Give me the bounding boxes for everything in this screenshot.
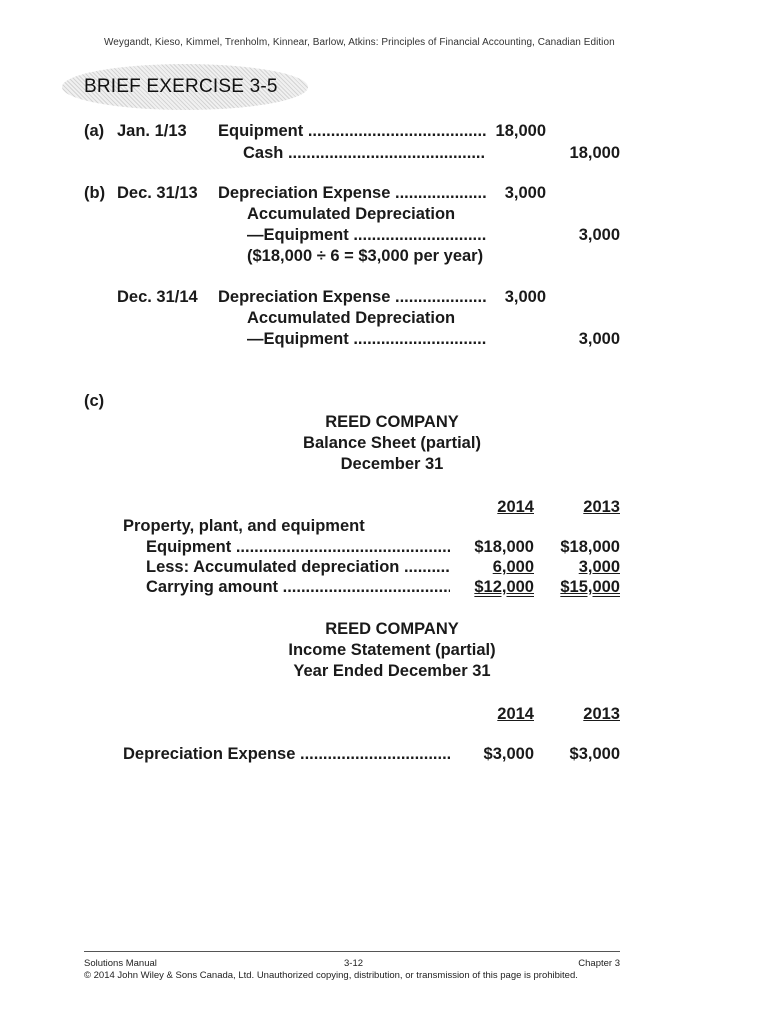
is-statement: Income Statement (partial) bbox=[288, 641, 496, 659]
bs-row-accum-dep-2014: 6,000 bbox=[492, 558, 534, 576]
bs-row-equipment-2013: $18,000 bbox=[560, 538, 620, 556]
bs-company: REED COMPANY bbox=[325, 413, 459, 431]
is-row-dep-expense-2013: $3,000 bbox=[569, 745, 620, 763]
part-b-entry1-credit-account-line1: Accumulated Depreciation bbox=[247, 205, 456, 223]
part-b-entry2-debit-account: Depreciation Expense ..... bbox=[218, 287, 486, 307]
bs-row-carrying-2013: $15,000 bbox=[560, 578, 620, 596]
bs-section-label: Property, plant, and equipment bbox=[123, 517, 365, 535]
part-b-entry2-credit-account-line1: Accumulated Depreciation bbox=[247, 309, 456, 327]
bs-date: December 31 bbox=[340, 455, 444, 473]
is-row-dep-expense-2014: $3,000 bbox=[483, 745, 534, 763]
bs-row-equipment-2014: $18,000 bbox=[474, 538, 534, 556]
part-a-date: Jan. 1/13 bbox=[117, 122, 187, 140]
part-b-entry1-note: ($18,000 ÷ 6 = $3,000 per year) bbox=[247, 247, 484, 265]
is-company: REED COMPANY bbox=[325, 620, 459, 638]
bs-row-carrying-2014: $12,000 bbox=[474, 578, 534, 596]
part-b-entry1-debit-amount: 3,000 bbox=[504, 184, 546, 202]
part-b-entry1-date: Dec. 31/13 bbox=[117, 184, 198, 202]
part-b-entry1-credit-account-line2: —Equipment ..... bbox=[247, 225, 486, 245]
page-title: BRIEF EXERCISE 3-5 bbox=[84, 76, 278, 97]
part-a-credit-amount: 18,000 bbox=[569, 144, 620, 162]
part-b-label: (b) bbox=[84, 184, 106, 202]
part-b-entry1-debit-account: Depreciation Expense ..... bbox=[218, 183, 486, 203]
bs-row-accum-dep-2013: 3,000 bbox=[578, 558, 620, 576]
is-row-dep-expense-label: Depreciation Expense ..... bbox=[123, 744, 450, 764]
part-b-entry2-date: Dec. 31/14 bbox=[117, 288, 198, 306]
part-b-entry2-debit-amount: 3,000 bbox=[504, 288, 546, 306]
footer-copyright: © 2014 John Wiley & Sons Canada, Ltd. Unauthorized copying, distribution, or transmission of this page is prohibited. bbox=[84, 970, 578, 981]
part-a-debit-account: Equipment ..... bbox=[218, 121, 486, 141]
bs-col-2013: 2013 bbox=[583, 498, 620, 516]
part-b-entry2-credit-account-line2: —Equipment ..... bbox=[247, 329, 486, 349]
part-a-debit-amount: 18,000 bbox=[495, 122, 546, 140]
part-b-entry1-credit-amount: 3,000 bbox=[578, 226, 620, 244]
footer-left: Solutions Manual bbox=[84, 958, 157, 969]
part-a-label: (a) bbox=[84, 122, 105, 140]
part-a-credit-account: Cash ..... bbox=[243, 143, 486, 163]
bs-row-equipment-label: Equipment ..... bbox=[146, 537, 450, 557]
is-date: Year Ended December 31 bbox=[293, 662, 491, 680]
is-col-2014: 2014 bbox=[497, 705, 534, 723]
part-c-label: (c) bbox=[84, 392, 105, 410]
page-header: Weygandt, Kieso, Kimmel, Trenholm, Kinnear, Barlow, Atkins: Principles of Financial Accounting, Canadian Edition bbox=[104, 37, 615, 48]
bs-statement: Balance Sheet (partial) bbox=[303, 434, 481, 452]
bs-col-2014: 2014 bbox=[497, 498, 534, 516]
bs-row-carrying-label: Carrying amount ..... bbox=[146, 577, 450, 597]
is-col-2013: 2013 bbox=[583, 705, 620, 723]
bs-row-accum-dep-label: Less: Accumulated depreciation ..... bbox=[146, 557, 450, 577]
footer-right: Chapter 3 bbox=[578, 958, 620, 969]
footer-page-number: 3-12 bbox=[344, 958, 364, 969]
footer-rule bbox=[84, 951, 620, 952]
part-b-entry2-credit-amount: 3,000 bbox=[578, 330, 620, 348]
